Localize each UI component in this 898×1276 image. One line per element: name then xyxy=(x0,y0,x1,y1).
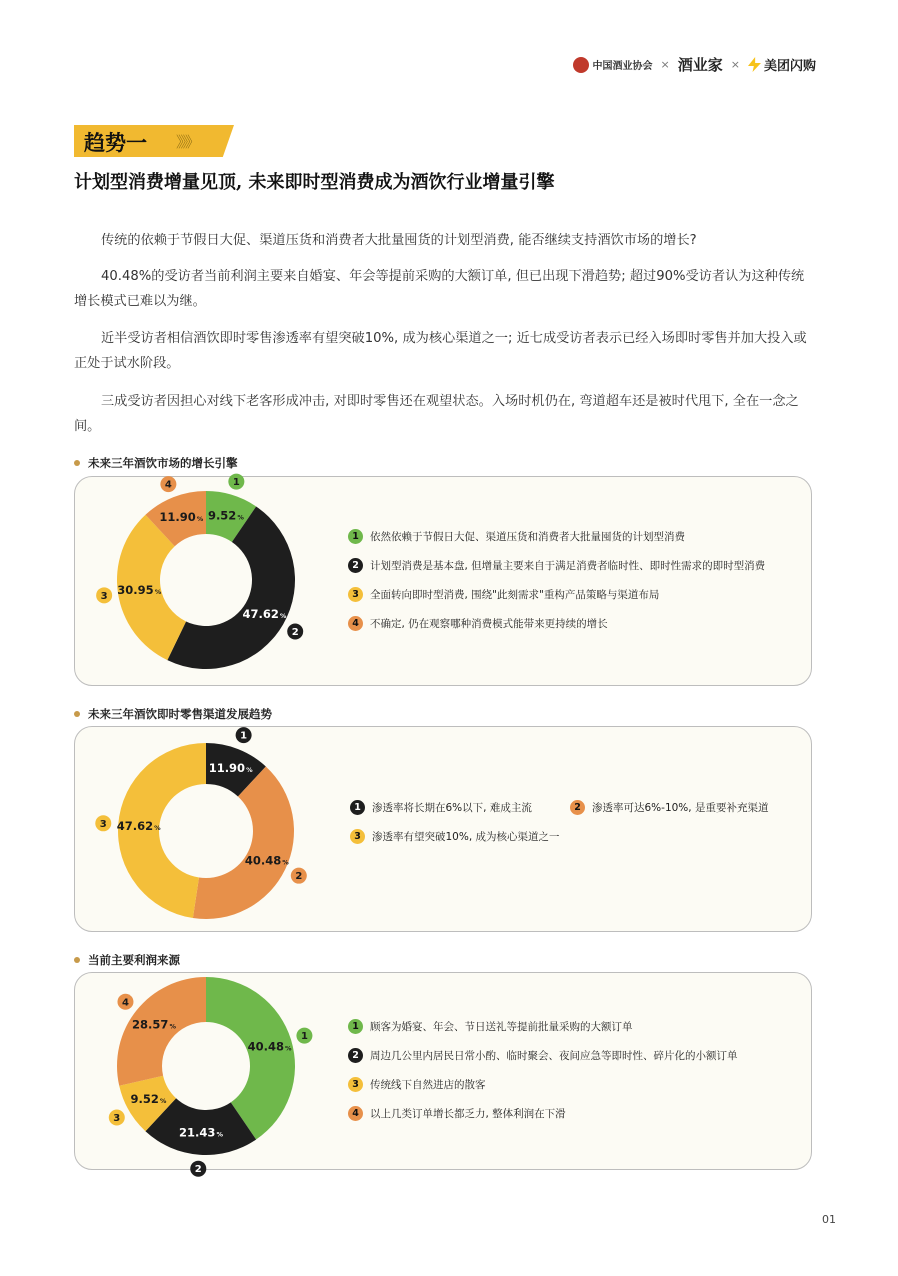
svg-text:2: 2 xyxy=(291,627,299,638)
slice-number-badge xyxy=(117,994,133,1010)
paragraph-2: 40.48%的受访者当前利润主要来自婚宴、年会等提前采购的大额订单, 但已出现下滑趋势; 超过90%受访者认为这种传统增长模式已难以为继。 xyxy=(74,269,805,309)
legend-label: 以上几类订单增长都乏力, 整体利润在下滑 xyxy=(370,1108,566,1120)
chart3-legend xyxy=(348,1012,738,1128)
legend-label: 周边几公里内居民日常小酌、临时聚会、夜间应急等即时性、碎片化的小额订单 xyxy=(370,1050,738,1062)
logo-cada xyxy=(573,57,653,73)
legend-badge: 4 xyxy=(348,616,363,631)
slice-number-badge xyxy=(287,624,303,640)
svg-text:2: 2 xyxy=(194,1164,202,1176)
slice-value-label: 47.62% xyxy=(242,606,287,621)
legend-badge: 1 xyxy=(348,529,363,544)
chart2-donut xyxy=(74,726,344,930)
slice-value-label: 9.52% xyxy=(207,508,244,523)
legend-badge: 3 xyxy=(348,587,363,602)
paragraph-3: 近半受访者相信酒饮即时零售渗透率有望突破10%, 成为核心渠道之一; 近七成受访者表示已经入场即时零售并加大投入或正处于试水阶段。 xyxy=(74,331,807,371)
chart3-heading xyxy=(74,952,180,968)
chart1-title: 未来三年酒饮市场的增长引擎 xyxy=(88,456,238,470)
legend-badge: 2 xyxy=(348,558,363,573)
chart1-legend xyxy=(348,522,765,638)
legend-label: 传统线下自然进店的散客 xyxy=(370,1079,486,1091)
page-title: 计划型消费增量见顶, 未来即时型消费成为酒饮行业增量引擎 xyxy=(74,172,555,193)
slice-value-label: 11.90% xyxy=(208,761,253,776)
logo-meituan xyxy=(748,55,816,74)
slice-value-label: 47.62% xyxy=(116,818,161,833)
slice-value-label: 40.48% xyxy=(247,1039,292,1054)
slice-number-badge xyxy=(95,815,111,831)
slice-number-badge xyxy=(296,1028,312,1044)
slice-value-label: 11.90% xyxy=(159,510,204,525)
page-number: 01 xyxy=(822,1213,836,1226)
legend-label: 计划型消费是基本盘, 但增量主要来自于满足消费者临时性、即时性需求的即时型消费 xyxy=(370,560,766,572)
slice-value-label: 21.43% xyxy=(179,1125,223,1140)
header-logos xyxy=(573,54,816,75)
svg-text:4: 4 xyxy=(121,997,129,1009)
slice-number-badge xyxy=(96,587,112,603)
svg-text:4: 4 xyxy=(164,479,172,491)
legend-item-3 xyxy=(348,580,765,609)
slice-number-badge xyxy=(160,476,176,492)
chevrons-icon: 》》》 xyxy=(176,133,198,151)
legend-label: 渗透率可达6%-10%, 是重要补充渠道 xyxy=(592,802,769,814)
legend-item-2 xyxy=(348,551,765,580)
legend-badge: 1 xyxy=(350,800,365,815)
slice-value-label: 9.52% xyxy=(130,1092,167,1107)
logo-cada-text: 中国酒业协会 xyxy=(592,61,653,72)
legend-item-1 xyxy=(348,522,765,551)
slice-number-badge xyxy=(190,1161,206,1177)
times-sign: × xyxy=(730,58,740,71)
logo-jiuyejia: 酒业家 xyxy=(677,56,723,74)
legend-item-1 xyxy=(348,1012,738,1041)
svg-text:1: 1 xyxy=(240,730,248,742)
bullet-dot-icon xyxy=(74,460,80,466)
svg-text:1: 1 xyxy=(232,477,240,489)
svg-text:3: 3 xyxy=(113,1112,121,1124)
chart2-legend-item-2 xyxy=(570,800,768,815)
legend-label: 渗透率将长期在6%以下, 难成主流 xyxy=(372,802,532,814)
legend-badge: 3 xyxy=(348,1077,363,1092)
slice-number-badge xyxy=(291,868,307,884)
svg-text:3: 3 xyxy=(100,590,108,602)
legend-label: 渗透率有望突破10%, 成为核心渠道之一 xyxy=(372,831,560,843)
slice-value-label: 40.48% xyxy=(244,853,289,868)
svg-text:3: 3 xyxy=(99,818,107,830)
legend-badge: 1 xyxy=(348,1019,363,1034)
chart1-heading xyxy=(74,455,238,471)
chart3-title: 当前主要利润来源 xyxy=(88,953,180,967)
legend-item-2 xyxy=(348,1041,738,1070)
legend-badge: 2 xyxy=(348,1048,363,1063)
paragraph-1: 传统的依赖于节假日大促、渠道压货和消费者大批量囤货的计划型消费, 能否继续支持酒饮市场的增长? xyxy=(101,233,697,248)
bullet-dot-icon xyxy=(74,711,80,717)
chart2-legend-item-1 xyxy=(350,800,532,815)
slice-number-badge xyxy=(236,727,252,743)
legend-label: 顾客为婚宴、年会、节日送礼等提前批量采购的大额订单 xyxy=(370,1021,633,1033)
legend-item-3 xyxy=(348,1070,738,1099)
times-sign: × xyxy=(660,58,670,71)
slice-value-label: 28.57% xyxy=(132,1017,176,1032)
legend-badge: 2 xyxy=(570,800,585,815)
slice-number-badge xyxy=(109,1109,125,1125)
chart2-legend-item-3 xyxy=(350,829,560,844)
paragraph-4: 三成受访者因担心对线下老客形成冲击, 对即时零售还在观望状态。入场时机仍在, 弯道超车还是被时代甩下, 全在一念之间。 xyxy=(74,394,799,434)
legend-badge: 4 xyxy=(348,1106,363,1121)
legend-item-4 xyxy=(348,1099,738,1128)
chart3-donut xyxy=(74,972,344,1176)
legend-label: 全面转向即时型消费, 围绕"此刻需求"重构产品策略与渠道布局 xyxy=(370,589,660,601)
legend-item-4 xyxy=(348,609,765,638)
chart2-heading xyxy=(74,706,272,722)
bullet-dot-icon xyxy=(74,957,80,963)
chart2-title: 未来三年酒饮即时零售渠道发展趋势 xyxy=(88,707,272,721)
section-tag: 趋势一 xyxy=(84,130,147,155)
slice-value-label: 30.95% xyxy=(117,583,162,598)
lightning-icon xyxy=(748,57,761,72)
svg-text:1: 1 xyxy=(300,1031,308,1043)
legend-label: 不确定, 仍在观察哪种消费模式能带来更持续的增长 xyxy=(370,618,608,630)
cada-logo-icon xyxy=(573,57,589,73)
slice-number-badge xyxy=(228,474,244,490)
legend-label: 依然依赖于节假日大促、渠道压货和消费者大批量囤货的计划型消费 xyxy=(370,531,685,543)
chart1-donut xyxy=(74,476,344,684)
logo-meituan-text: 美团闪购 xyxy=(763,59,816,74)
svg-text:2: 2 xyxy=(295,871,303,883)
legend-badge: 3 xyxy=(350,829,365,844)
